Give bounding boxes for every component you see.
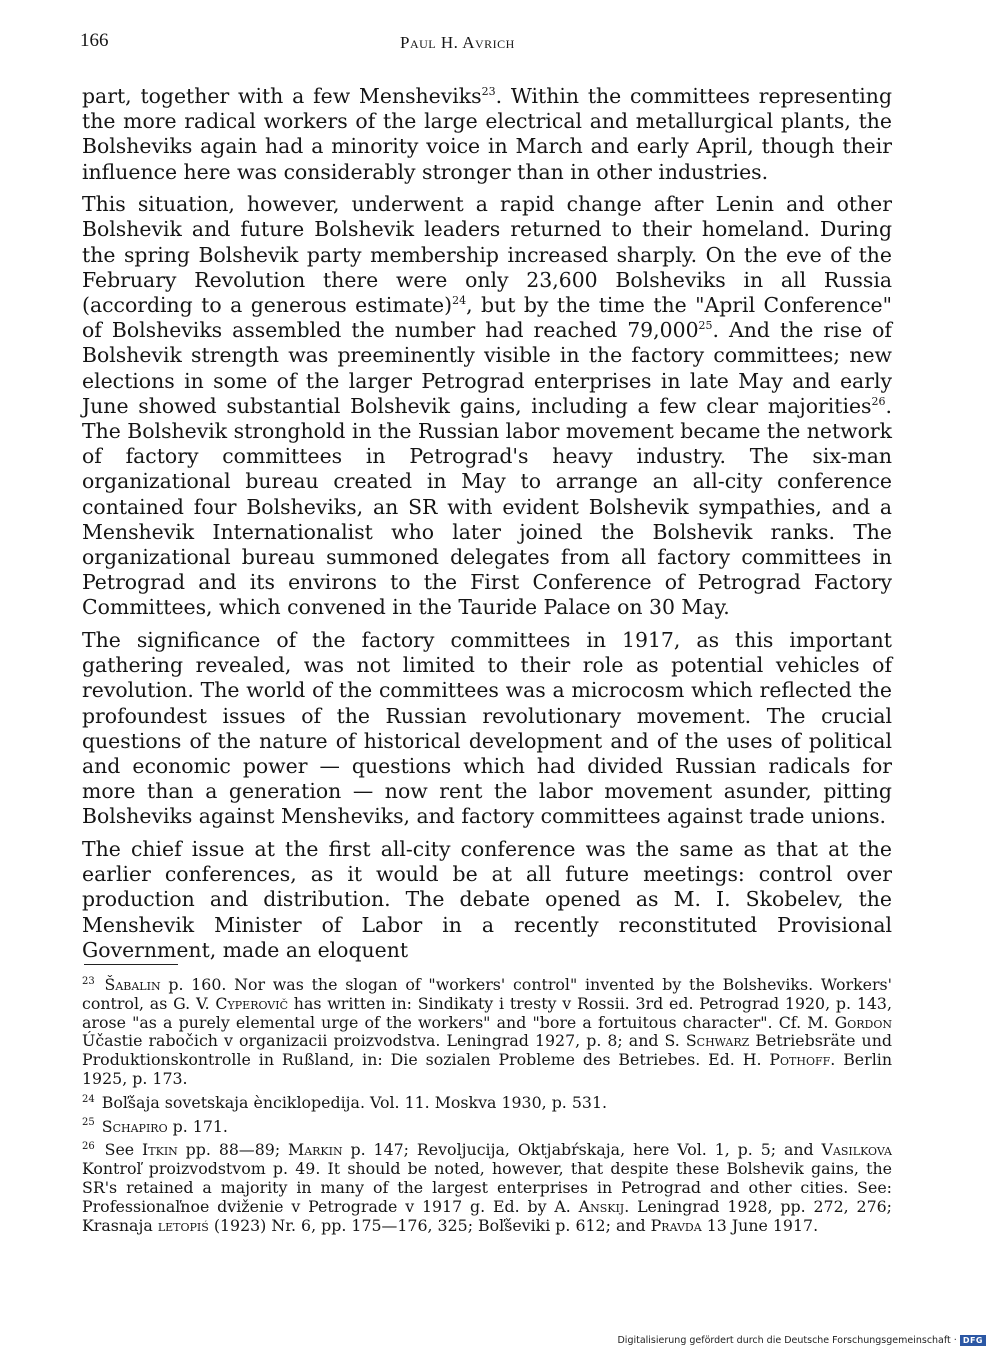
running-head: Paul H. Avrich	[400, 33, 515, 52]
paragraph: part, together with a few Mensheviks$^{23}$. Within the committees representing the more radical workers of the large electrical and metallurgical plants, the Bolsheviks again had a minority voice in March and early April, though their influence here was considerably stronger than in other industries.	[82, 84, 892, 184]
footnotes	[82, 976, 892, 1240]
paragraph: The significance of the factory committees in 1917, as this important gathering revealed, was not limited to their role as potential vehicles of revolution. The world of the committees was a microcosm which reflected the profoundest issues of the Russian revolutionary movement. The crucial questions of the nature of historical development and of the uses of political and economic power — questions which had divided Russian radicals for more than a generation — now rent the labor movement asunder, pitting Bolsheviks against Mensheviks, and factory committees against trade unions.	[82, 628, 892, 829]
author-name: Markin	[288, 1140, 343, 1160]
footnote: $^{26}$ See Itkin pp. 88—89; Markin p. 147; Revoljucija, Oktjabŕskaja, here Vol. 1, p. 5; and Vasilkova Kontroľ proizvodstvom p. 49. It should be noted, however, that despite these Bolshevik gains, the SR's retained a majority in many of the largest enterprises in Petrograd and other cities. See: Professionaľnoe dviženie v Petrograde v 1917 g. Ed. by A. Anskij. Leningrad 1928, pp. 272, 276; Krasnaja letopiś (1923) Nr. 6, pp. 175—176, 325; Boľševiki p. 612; and Pravda 13 June 1917.	[82, 1140, 892, 1235]
body-text	[82, 84, 892, 970]
footnote-reference: 25	[698, 319, 713, 333]
footnote-reference: 24	[452, 294, 467, 308]
footnote-number: 26	[82, 1141, 95, 1153]
author-name: Vasilkova	[821, 1140, 892, 1160]
author-name: Itkin	[142, 1140, 178, 1160]
page-number: 166	[80, 30, 109, 51]
footnote: $^{25}$ Schapiro p. 171.	[82, 1116, 228, 1136]
author-name: Cyperovič	[215, 993, 289, 1013]
footnote: $^{23}$ Šabalin p. 160. Nor was the slogan of "workers' control" invented by the Bolsheviks. Workers' control, as G. V. Cyperovič has written in: Sindikaty i tresty v Rossii. 3rd ed. Petrograd 1920, p. 143, arose "as a purely elemental urge of the workers" and "bore a fortuitous character". Cf. M. Gordon Účastie rabočich v organizacii proizvodstva. Leningrad 1927, p. 8; and S. Schwarz Betriebsräte und Produktionskontrolle in Rußland, in: Die sozialen Probleme des Betriebes. Ed. H. Pothoff. Berlin 1925, p. 173.	[82, 975, 892, 1088]
footnote: $^{24}$ Boľšaja sovetskaja ènciklopedija. Vol. 11. Moskva 1930, p. 531.	[82, 1092, 608, 1112]
dfg-logo: DFG	[960, 1335, 986, 1346]
digitization-footer	[617, 1335, 986, 1346]
footnote-number: 25	[82, 1117, 95, 1129]
author-name: Schwarz	[685, 1031, 750, 1051]
footnote-reference: 23	[481, 85, 496, 99]
footnote-reference: 26	[871, 395, 886, 409]
paragraph: This situation, however, underwent a rapid change after Lenin and other Bolshevik and future Bolshevik leaders returned to their homeland. During the spring Bolshevik party membership increased sharply. On the eve of the February Revolution there were only 23,600 Bolsheviks in all Russia (according to a generous estimate)$^{24}$, but by the time the "April Conference" of Bolsheviks assembled the number had reached 79,000$^{25}$. And the rise of Bolshevik strength was preeminently visible in the factory committees; new elections in some of the larger Petrograd enterprises in late May and early June showed substantial Bolshevik gains, including a few clear majorities$^{26}$. The Bolshevik stronghold in the Russian labor movement became the network of factory committees in Petrograd's heavy industry. The six-man organizational bureau created in May to arrange an all-city conference contained four Bolsheviks, an SR with evident Bolshevik sympathies, and a Menshevik Internationalist who later joined the Bolshevik ranks. The organizational bureau summoned delegates from all factory committees in Petrograd and its environs to the First Conference of Petrograd Factory Committees, which convened in the Tauride Palace on 30 May.	[82, 192, 892, 620]
author-name: Pravda	[650, 1215, 702, 1235]
author-name: Pothoff	[769, 1050, 831, 1070]
author-name: Gordon	[834, 1012, 892, 1032]
footer-text: Digitalisierung gefördert durch die Deutsche Forschungsgemeinschaft ·	[617, 1335, 957, 1346]
footnote-rule	[84, 964, 178, 965]
author-name: Schapiro	[101, 1116, 168, 1136]
footnote-number: 23	[82, 975, 95, 987]
author-name: Anskij	[578, 1196, 625, 1216]
author-name: Šabalin	[104, 975, 161, 994]
footnote-number: 24	[82, 1093, 95, 1105]
paragraph: The chief issue at the first all-city conference was the same as that at the earlier conferences, as it would be at all future meetings: control over production and distribution. The debate opened as M. I. Skobelev, the Menshevik Minister of Labor in a recently reconstituted Provisional Government, made an eloquent	[82, 837, 892, 962]
author-name: letopiś	[157, 1215, 209, 1235]
